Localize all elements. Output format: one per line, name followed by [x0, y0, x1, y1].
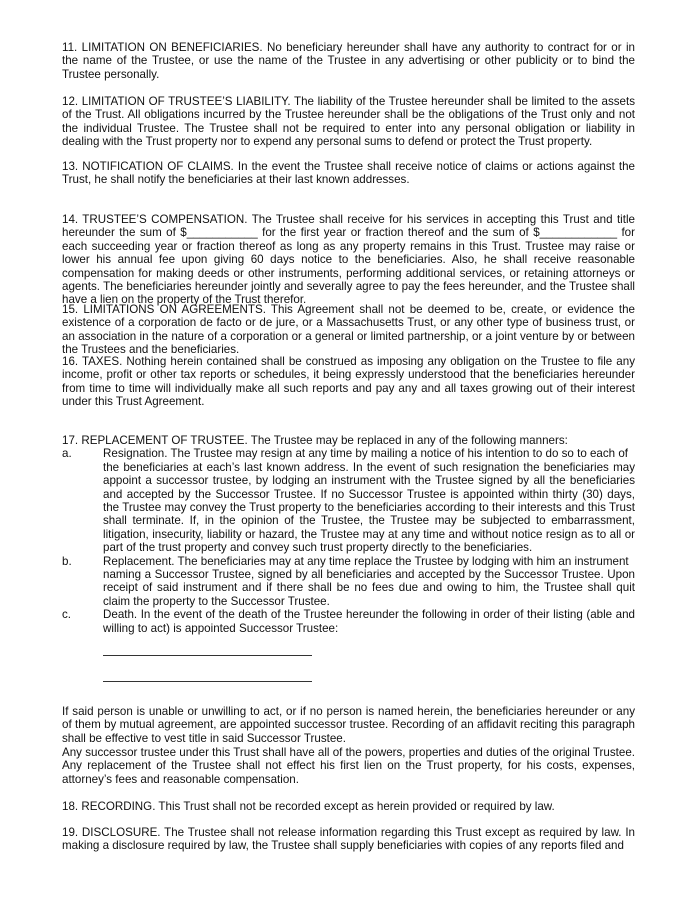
section-14: 14. TRUSTEE’S COMPENSATION. The Trustee shall receive for his services in accepting this Trust and title hereunder the sum of $___________ for the first year or fraction thereof and the sum of $____________ for each succeeding year or fraction thereof as long as any property remains in this Trust. Trustee may raise or lower his annual fee upon giving 60 days notice to the beneficiaries. Also, he shall receive reasonable compensation for making deeds or other instruments, performing additional services, or retaining attorneys or agents. The beneficiaries hereunder jointly and severally agree to pay the fees hereunder, and the Trustee shall have a lien on the property of the Trust therefor. — [62, 213, 635, 307]
item-text: Death. In the event of the death of the Trustee hereunder the following in order of their listing (able and willing to act) is appointed Successor Trustee: — [103, 608, 635, 635]
section-13: 13. NOTIFICATION OF CLAIMS. In the event the Trustee shall receive notice of claims or actions against the Trust, he shall notify the beneficiaries at their last known addresses. — [62, 160, 635, 187]
item-first-line: Resignation. The Trustee may resign at any time by mailing a notice of his intention to do so to each of — [103, 447, 629, 461]
item-label: c. — [62, 608, 72, 622]
list-item-death — [62, 608, 635, 635]
section-17-heading: 17. REPLACEMENT OF TRUSTEE. The Trustee may be replaced in any of the following manners: — [62, 434, 568, 447]
section-18: 18. RECORDING. This Trust shall not be recorded except as herein provided or required by law. — [62, 800, 555, 813]
item-first-line: Replacement. The beneficiaries may at any time replace the Trustee by lodging with him an instrument — [103, 554, 629, 568]
item-label: b. — [62, 554, 72, 568]
list-item-replacement — [62, 555, 635, 609]
section-19: 19. DISCLOSURE. The Trustee shall not release information regarding this Trust except as required by law. In making a disclosure required by law, the Trustee shall supply beneficiaries with copies of any reports filed and — [62, 826, 635, 853]
item-text: naming a Successor Trustee, signed by all beneficiaries and accepted by the Successor Trustee. Upon receipt of said instrument and if there shall be no fees due and owing to him, the Trustee shall quit claim the property to the Successor Trustee. — [103, 568, 635, 608]
list-item-resignation — [62, 447, 635, 554]
section-12: 12. LIMITATION OF TRUSTEE’S LIABILITY. The liability of the Trustee hereunder shall be limited to the assets of the Trust. All obligations incurred by the Trustee hereunder shall be the obligations of the Trust only and not the individual Trustee. The Trustee shall not be required to enter into any personal obligation or liability in dealing with the Trust property nor to expend any personal sums to defend or protect the Trust property. — [62, 95, 635, 149]
section-17-paragraph-2: If said person is unable or unwilling to act, or if no person is named herein, the beneficiaries hereunder or any of them by mutual agreement, are appointed successor trustee. Recording of an affidavit reciting this paragraph shall be effective to vest title in said Successor Trustee. — [62, 705, 635, 745]
item-label: a. — [62, 447, 72, 461]
section-17 — [62, 434, 635, 635]
successor-trustee-line-1 — [103, 655, 312, 656]
section-17-paragraph-3: Any successor trustee under this Trust shall have all of the powers, properties and duties of the original Trustee. Any replacement of the Trustee shall not effect his first lien on the Trust property, for his costs, expenses, attorney’s fees and reasonable compensation. — [62, 746, 635, 786]
successor-trustee-line-2 — [103, 681, 312, 682]
section-15: 15. LIMITATIONS ON AGREEMENTS. This Agreement shall not be deemed to be, create, or evidence the existence of a corporation de facto or de jure, or a Massachusetts Trust, or any other type of business trust, or an association in the nature of a corporation or a general or limited partnership, or a joint venture by or between the Trustees and the beneficiaries. — [62, 303, 635, 357]
section-11: 11. LIMITATION ON BENEFICIARIES. No beneficiary hereunder shall have any authority to contract for or in the name of the Trustee, or use the name of the Trustee in any advertising or other publicity or to bind the Trustee personally. — [62, 41, 635, 81]
item-text: the beneficiaries at each’s last known address. In the event of such resignation the beneficiaries may appoint a successor trustee, by lodging an instrument with the Trustee signed by all the beneficiaries and accepted by the Successor Trustee. If no Successor Trustee is appointed within thirty (30) days, the Trustee may convey the Trust property to the beneficiaries according to their interests and this Trust shall terminate. If, in the opinion of the Trustee, the Trustee may be subjected to embarrassment, litigation, insecurity, liability or hazard, the Trustee may at any time and without notice resign as to all or part of the trust property and convey such trust property directly to the beneficiaries. — [103, 460, 635, 555]
section-16: 16. TAXES. Nothing herein contained shall be construed as imposing any obligation on the Trustee to file any income, profit or other tax reports or schedules, it being expressly understood that the beneficiaries hereunder from time to time will individually make all such reports and pay any and all taxes growing out of their interest under this Trust Agreement. — [62, 355, 635, 409]
